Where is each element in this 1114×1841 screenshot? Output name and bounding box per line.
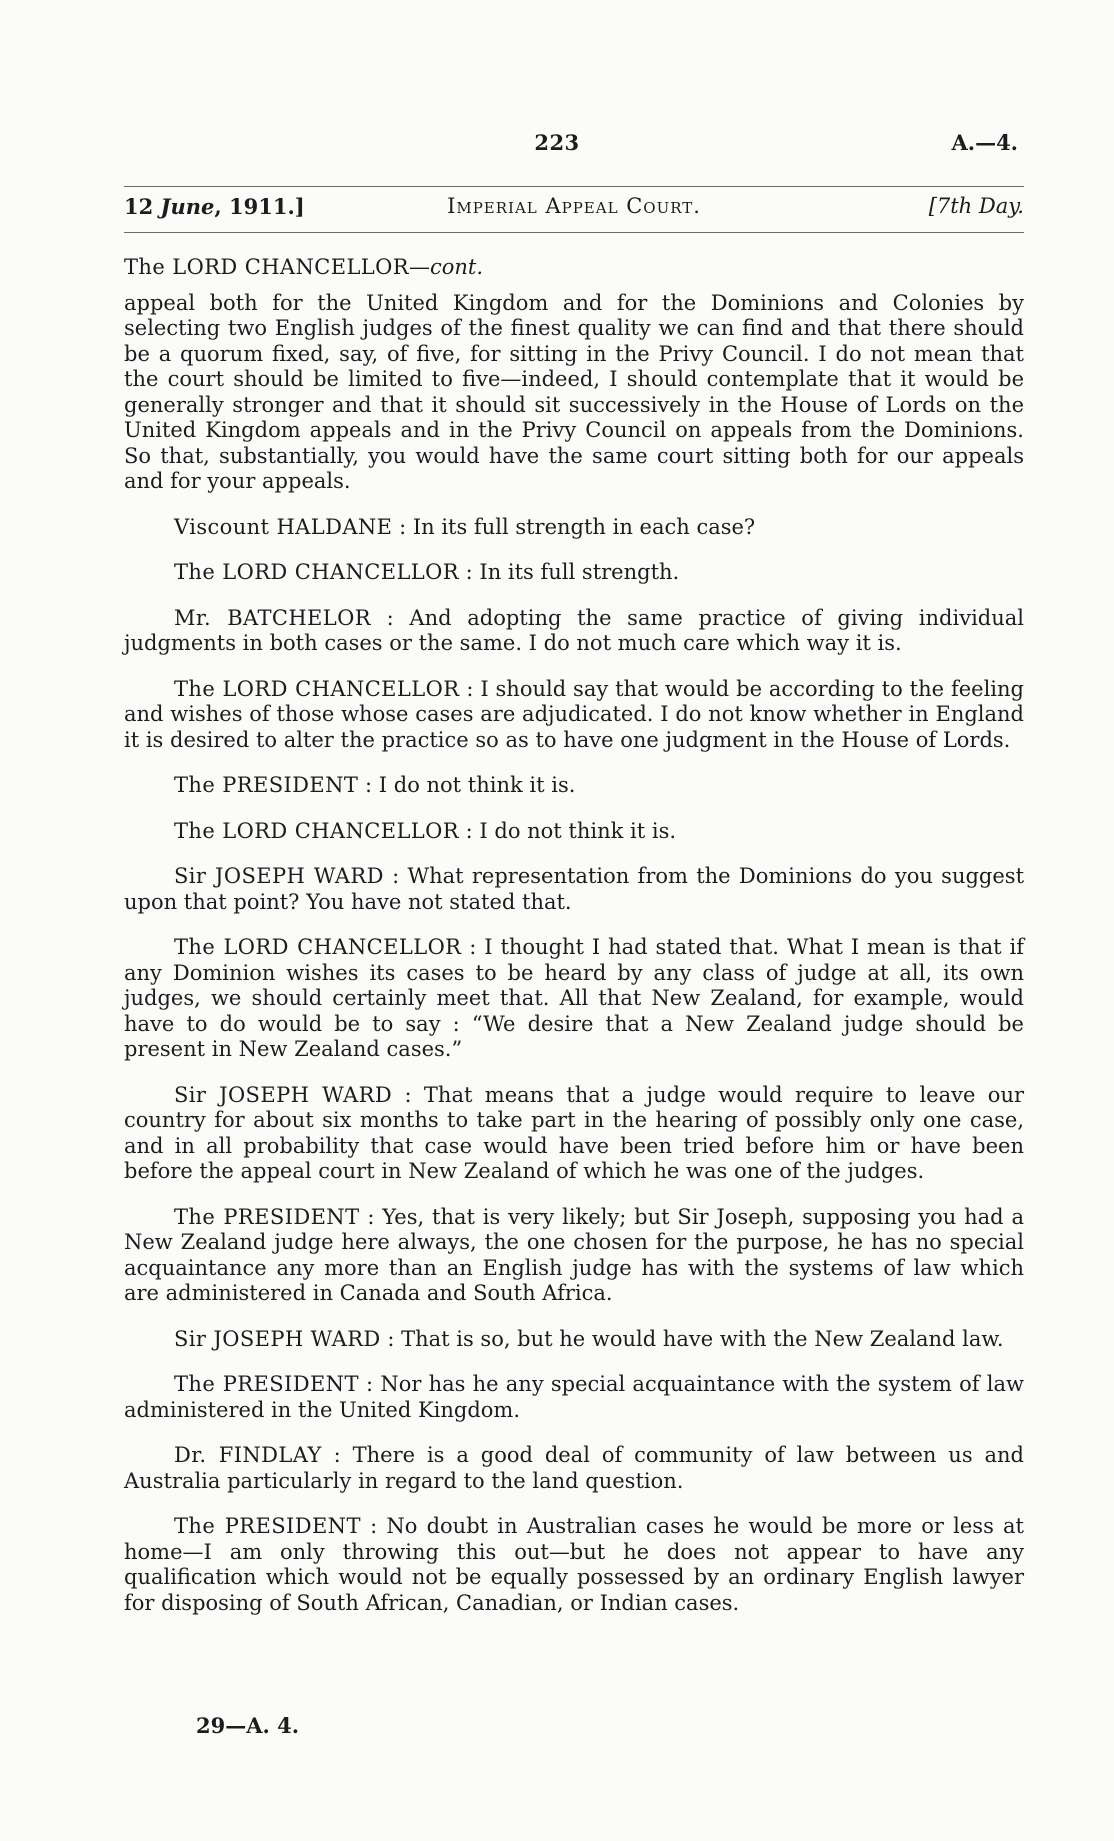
paragraph	[124, 864, 1024, 915]
page-number: 223	[534, 130, 580, 155]
paragraph-text: Yes, that is very likely; but Sir Joseph, supposing you had a New Zealand judge here always, the one chosen for the purpose, he has no special acquaintance any more than an English judge has with the systems of law which are administered in Canada and South Africa.	[124, 1204, 1024, 1305]
running-title: Imperial Appeal Court.	[447, 194, 701, 218]
separator: :	[458, 818, 480, 843]
separator: :	[383, 864, 408, 888]
paragraph-text: I thought I had stated that. What I mean is that if any Dominion wishes its cases to be heard by any class of judge at all, its own judges, we should certainly meet that. All that New Zealand, for example, would have to do would be to say : “We desire that a New Zealand judge should be present in New Zealand cases.”	[124, 935, 1024, 1061]
paragraph	[124, 291, 1024, 495]
paragraph-text: And adopting the same practice of giving individual judgments in both cases or the same. I do not much care which way it is.	[124, 605, 1024, 655]
speaker-name: Dr. FINDLAY	[174, 1443, 322, 1467]
separator: :	[321, 1443, 353, 1467]
speaker-name: Mr. BATCHELOR	[174, 605, 371, 630]
header-rule-top	[124, 186, 1024, 187]
paragraph-text: I should say that would be according to the feeling and wishes of those whose cases are adjudicated. I do not know whether in England it is desired to alter the practice so as to have one judgment in the House of Lords.	[124, 676, 1024, 752]
speaker-name: The PRESIDENT	[174, 1204, 360, 1229]
speaker-name: Sir JOSEPH WARD	[174, 1082, 393, 1107]
separator: :	[392, 1082, 424, 1107]
separator: :	[392, 514, 413, 539]
paragraph-text: That means that a judge would require to leave our country for about six months to take part in the hearing of possibly only one case, and in all probability that case would have been tried before him or have been before the appeal court in New Zealand of which he was one of the judges.	[124, 1082, 1025, 1183]
paragraph-text: appeal both for the United Kingdom and for the Dominions and Colonies by selecting two English judges of the finest quality we can find and that there should be a quorum fixed, say, of five, for sitting in the Privy Council. I do not mean that the court should be limited to five—indeed, I should contemplate that it would be generally stronger and that it should sit successively in the House of Lords on the United Kingdom appeals and in the Privy Council on appeals from the Dominions. So that, substantially, you would have the same court sitting both for our appeals and for your appeals.	[124, 290, 1024, 493]
transcript-body	[124, 255, 1024, 1636]
speaker-name: Viscount HALDANE	[174, 514, 393, 539]
paragraph	[124, 1372, 1024, 1423]
paragraph-text: I do not think it is.	[378, 773, 576, 797]
paper-reference: A.—4.	[951, 130, 1018, 155]
separator: :	[461, 935, 485, 959]
paragraph-text: In its full strength.	[479, 560, 680, 584]
speaker-name: Sir JOSEPH WARD	[174, 1326, 381, 1351]
paragraph-text: There is a good deal of community of law between us and Australia particularly in regard to the land question.	[124, 1443, 1024, 1493]
printer-signature: 29—A. 4.	[196, 1713, 300, 1738]
speaker-name: The PRESIDENT	[174, 1514, 361, 1538]
paragraph	[124, 1327, 1024, 1353]
paragraph	[124, 606, 1024, 657]
paragraph	[124, 1205, 1024, 1307]
speaker-name: The LORD CHANCELLOR	[174, 560, 459, 584]
separator: :	[380, 1326, 402, 1351]
paragraph-text: No doubt in Australian cases he would be more or less at home—I am only throwing this out—but he does not appear to have any qualification which would not be equally possessed by an ordinary English lawyer for disposing of South African, Canadian, or Indian cases.	[124, 1514, 1025, 1615]
paragraph	[124, 677, 1024, 754]
paragraph	[124, 819, 1024, 845]
session-day: [7th Day.	[928, 194, 1024, 218]
speaker-name: The LORD CHANCELLOR	[174, 935, 462, 959]
paragraph	[124, 773, 1024, 799]
paragraph-text: I do not think it is.	[479, 818, 677, 843]
date-year: , 1911.]	[214, 194, 305, 219]
paragraph	[124, 1514, 1024, 1616]
speaker-name: The PRESIDENT	[174, 1372, 359, 1396]
separator: :	[359, 1204, 383, 1229]
header-rule-bottom	[124, 232, 1024, 233]
separator: :	[360, 1514, 387, 1538]
continued-marker: —cont.	[408, 255, 484, 279]
date-day: 12	[124, 194, 161, 219]
paragraph	[124, 935, 1024, 1063]
separator: :	[358, 773, 379, 797]
date-month: June	[160, 194, 215, 219]
speaker-name: The LORD CHANCELLOR	[174, 818, 459, 843]
paragraph	[124, 1083, 1024, 1185]
paragraph-text: That is so, but he would have with the New Zealand law.	[401, 1326, 1004, 1351]
paragraph-text: Nor has he any special acquaintance with the system of law administered in the United Kingdom.	[124, 1372, 1024, 1422]
running-head	[124, 194, 1024, 224]
separator: :	[358, 1372, 381, 1396]
separator: :	[370, 605, 410, 630]
speaker-name: Sir JOSEPH WARD	[174, 864, 384, 888]
continued-speaker: The LORD CHANCELLOR	[124, 255, 409, 279]
separator: :	[459, 676, 481, 701]
separator: :	[458, 560, 480, 584]
paragraph-text: In its full strength in each case?	[412, 514, 756, 539]
paragraph	[124, 560, 1024, 586]
speaker-name: The LORD CHANCELLOR	[174, 676, 460, 701]
speaker-name: The PRESIDENT	[174, 773, 359, 797]
paragraph	[124, 515, 1024, 541]
continued-heading	[124, 255, 1024, 281]
paragraph	[124, 1443, 1024, 1494]
paragraph-text: What representation from the Dominions do you suggest upon that point? You have not stated that.	[124, 864, 1025, 914]
